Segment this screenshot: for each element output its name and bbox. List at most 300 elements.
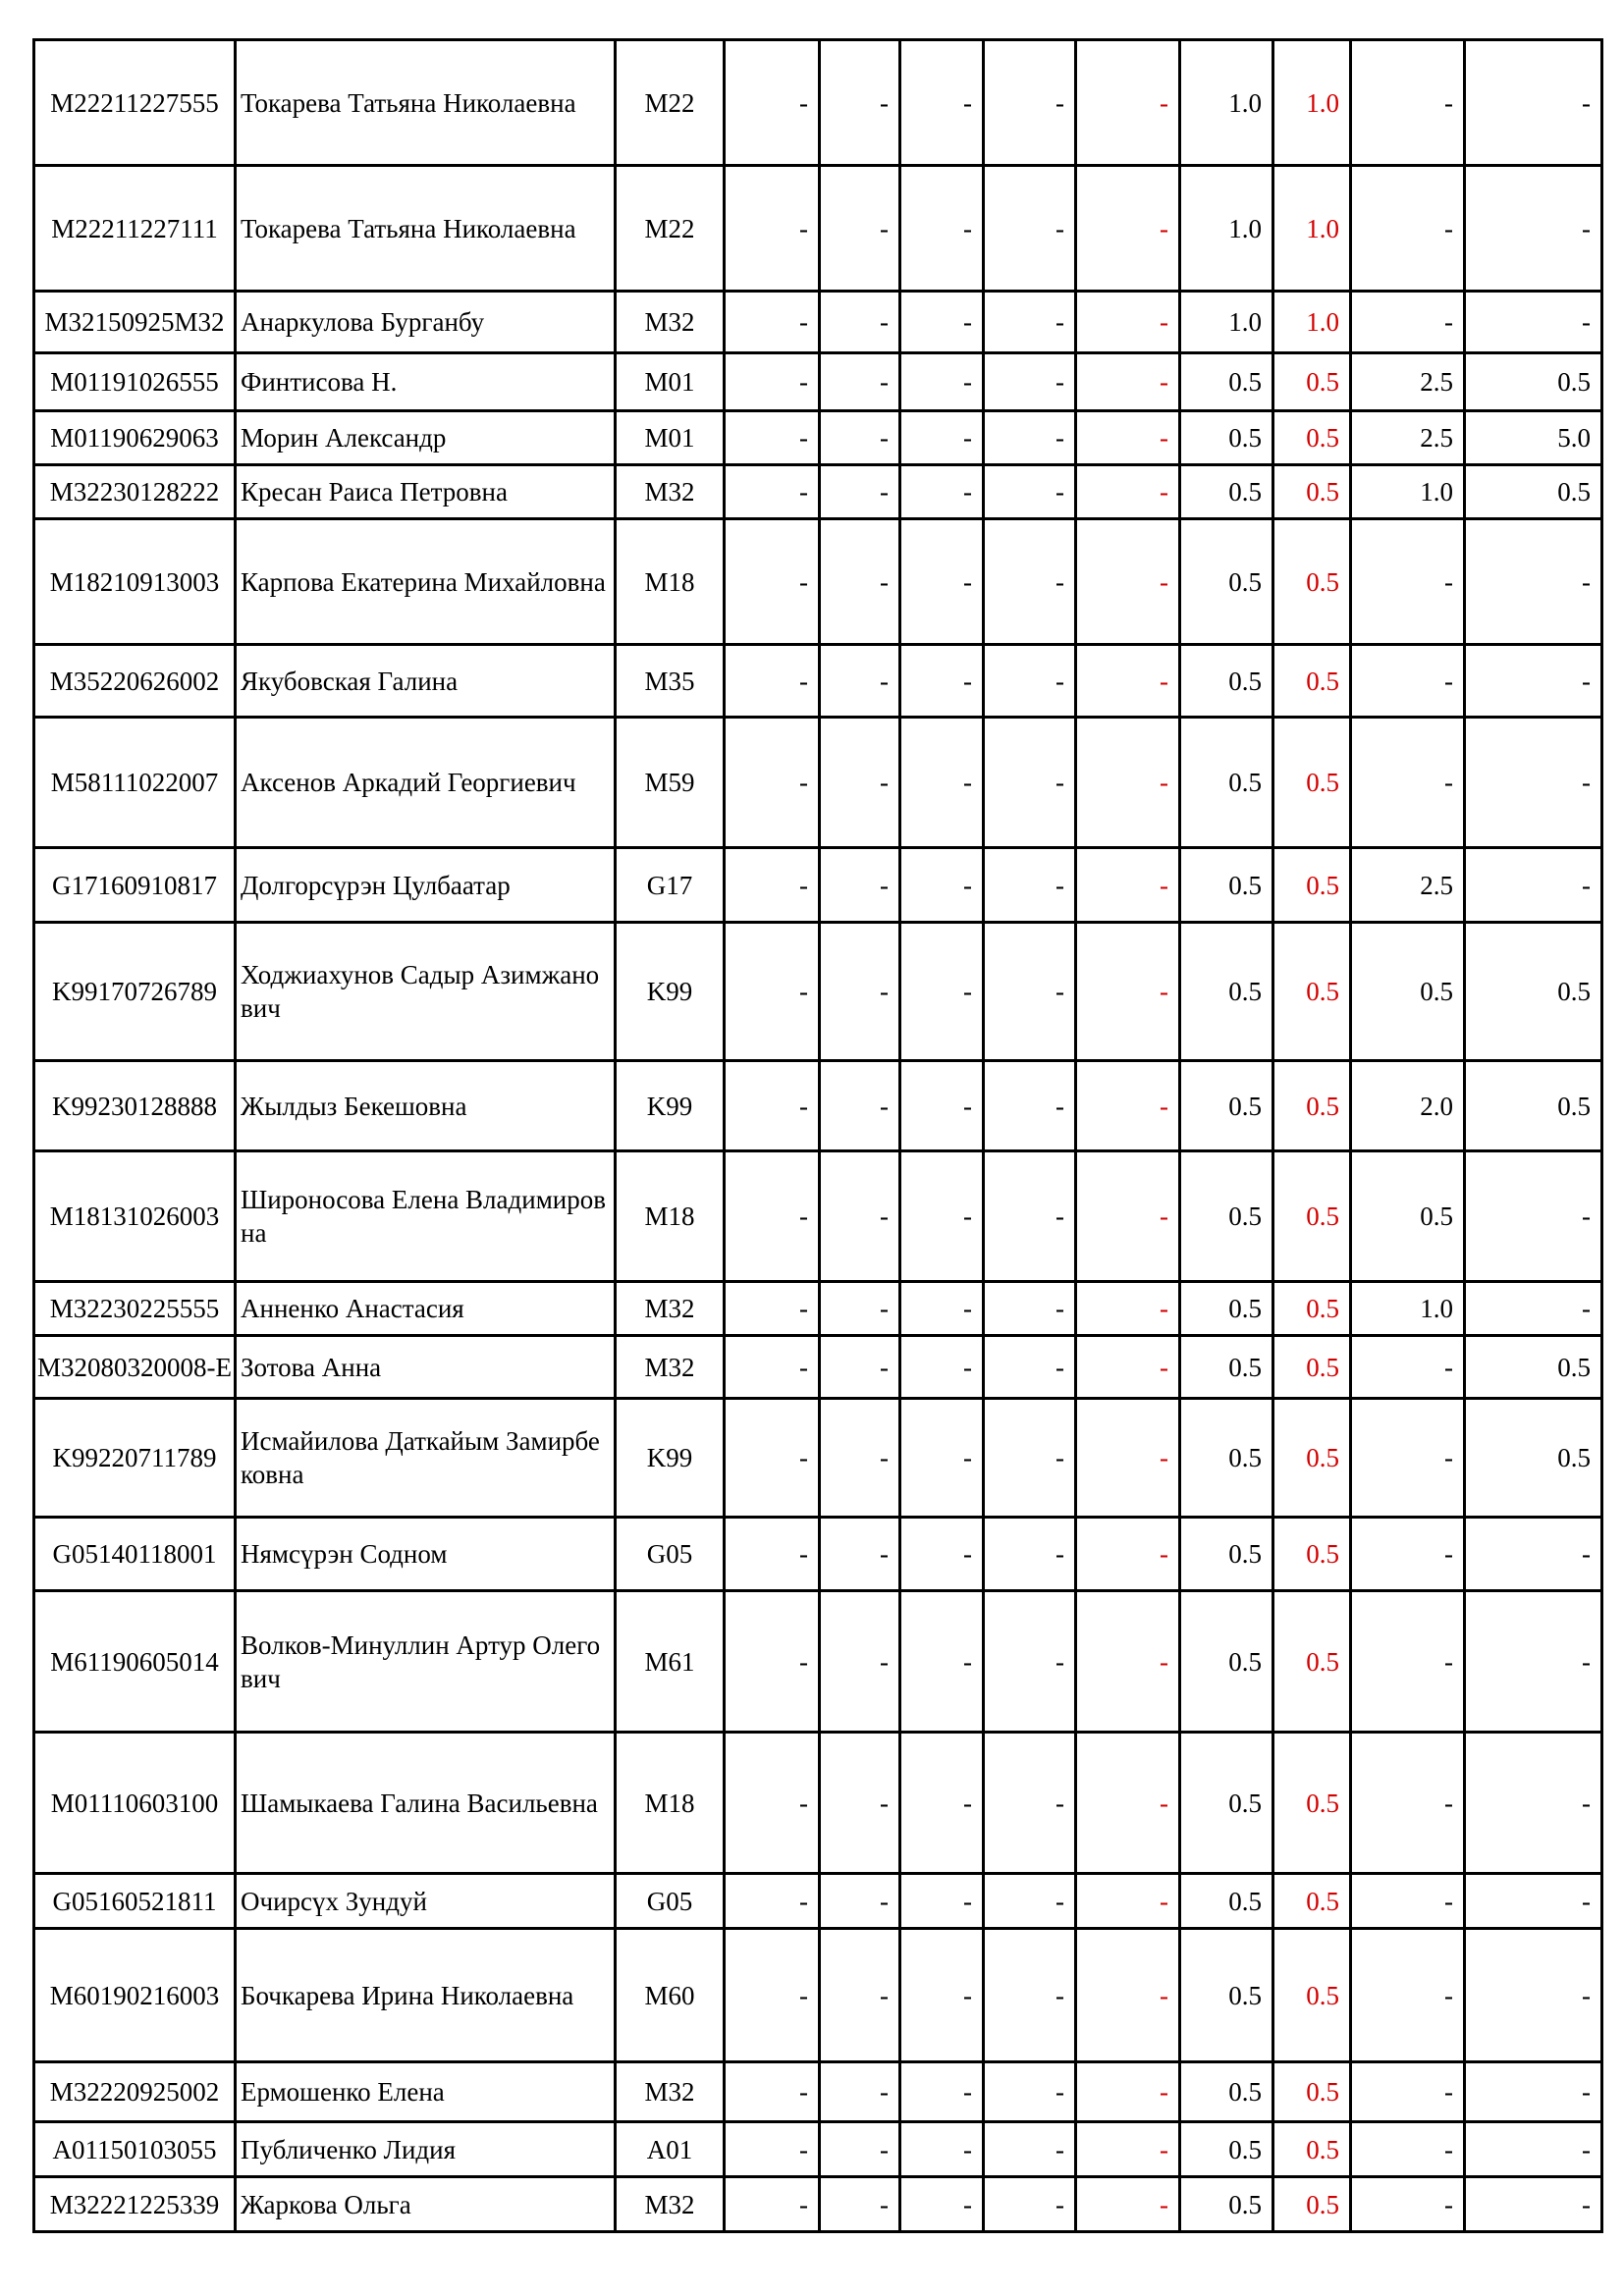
score-cell-6: 0.5 (1180, 411, 1273, 465)
participant-name-cell: Очирсүх Зундуй (236, 1874, 616, 1929)
score-cell-7: 0.5 (1273, 2062, 1351, 2122)
participant-id-cell: A01150103055 (34, 2122, 236, 2177)
participant-id-cell: M01191026555 (34, 353, 236, 411)
score-cell-5: - (1076, 166, 1180, 292)
score-cell-2: - (820, 1929, 900, 2062)
score-cell-5: - (1076, 1061, 1180, 1151)
score-cell-7: 0.5 (1273, 2177, 1351, 2232)
score-cell-4: - (984, 1399, 1076, 1518)
score-cell-8: - (1351, 2122, 1465, 2177)
score-cell-1: - (725, 1518, 820, 1591)
score-cell-5: - (1076, 2177, 1180, 2232)
participant-id-cell: M32220925002 (34, 2062, 236, 2122)
score-cell-1: - (725, 40, 820, 166)
score-cell-3: - (900, 1733, 984, 1874)
group-code-cell: M22 (616, 40, 725, 166)
table-row (34, 1874, 1602, 1929)
score-cell-4: - (984, 1929, 1076, 2062)
participant-id-cell: M32230225555 (34, 1282, 236, 1336)
score-cell-8: - (1351, 1874, 1465, 1929)
participant-name-cell: Анненко Анастасия (236, 1282, 616, 1336)
score-cell-6: 1.0 (1180, 292, 1273, 353)
participant-id-cell: M32230128222 (34, 465, 236, 519)
score-cell-8: - (1351, 166, 1465, 292)
score-cell-8: - (1351, 292, 1465, 353)
score-cell-2: - (820, 40, 900, 166)
score-cell-6: 0.5 (1180, 1733, 1273, 1874)
score-cell-3: - (900, 645, 984, 718)
score-cell-3: - (900, 1282, 984, 1336)
score-cell-2: - (820, 166, 900, 292)
score-cell-3: - (900, 353, 984, 411)
score-cell-7: 0.5 (1273, 411, 1351, 465)
score-cell-4: - (984, 2062, 1076, 2122)
score-cell-7: 0.5 (1273, 1518, 1351, 1591)
score-cell-9: - (1465, 645, 1602, 718)
score-cell-3: - (900, 411, 984, 465)
participant-name-cell: Бочкарева Ирина Николаевна (236, 1929, 616, 2062)
participant-id-cell: M18131026003 (34, 1151, 236, 1282)
score-cell-8: - (1351, 1518, 1465, 1591)
score-cell-5: - (1076, 1282, 1180, 1336)
score-cell-1: - (725, 1591, 820, 1733)
table-row (34, 645, 1602, 718)
score-cell-1: - (725, 718, 820, 848)
score-cell-9: - (1465, 1282, 1602, 1336)
score-cell-4: - (984, 718, 1076, 848)
score-cell-7: 0.5 (1273, 1929, 1351, 2062)
score-cell-7: 0.5 (1273, 2122, 1351, 2177)
score-cell-9: - (1465, 1151, 1602, 1282)
participant-name-cell: Кресан Раиса Петровна (236, 465, 616, 519)
score-cell-5: - (1076, 353, 1180, 411)
score-cell-3: - (900, 1061, 984, 1151)
score-cell-4: - (984, 1591, 1076, 1733)
table-row (34, 519, 1602, 645)
score-cell-7: 0.5 (1273, 645, 1351, 718)
results-table (32, 38, 1603, 2233)
table-row (34, 718, 1602, 848)
score-cell-1: - (725, 166, 820, 292)
score-cell-3: - (900, 2177, 984, 2232)
score-cell-7: 0.5 (1273, 1061, 1351, 1151)
score-cell-8: - (1351, 1733, 1465, 1874)
score-cell-4: - (984, 2177, 1076, 2232)
group-code-cell: M18 (616, 1151, 725, 1282)
table-row (34, 1518, 1602, 1591)
score-cell-6: 0.5 (1180, 353, 1273, 411)
score-cell-9: 0.5 (1465, 1336, 1602, 1399)
score-cell-6: 0.5 (1180, 1151, 1273, 1282)
score-cell-6: 0.5 (1180, 718, 1273, 848)
score-cell-6: 0.5 (1180, 1929, 1273, 2062)
score-cell-6: 0.5 (1180, 2062, 1273, 2122)
score-cell-9: - (1465, 166, 1602, 292)
group-code-cell: M61 (616, 1591, 725, 1733)
score-cell-1: - (725, 353, 820, 411)
participant-id-cell: K99220711789 (34, 1399, 236, 1518)
participant-id-cell: K99170726789 (34, 923, 236, 1061)
score-cell-1: - (725, 1399, 820, 1518)
score-cell-9: - (1465, 1591, 1602, 1733)
score-cell-6: 1.0 (1180, 40, 1273, 166)
score-cell-4: - (984, 1733, 1076, 1874)
score-cell-8: 2.5 (1351, 411, 1465, 465)
score-cell-8: - (1351, 2177, 1465, 2232)
score-cell-1: - (725, 848, 820, 923)
score-cell-7: 0.5 (1273, 1151, 1351, 1282)
score-cell-5: - (1076, 465, 1180, 519)
group-code-cell: G05 (616, 1518, 725, 1591)
score-cell-7: 0.5 (1273, 1591, 1351, 1733)
score-cell-2: - (820, 2062, 900, 2122)
score-cell-5: - (1076, 1518, 1180, 1591)
group-code-cell: M32 (616, 292, 725, 353)
score-cell-2: - (820, 923, 900, 1061)
score-cell-9: - (1465, 1733, 1602, 1874)
score-cell-8: - (1351, 519, 1465, 645)
score-cell-2: - (820, 1518, 900, 1591)
score-cell-8: - (1351, 1336, 1465, 1399)
score-cell-6: 0.5 (1180, 645, 1273, 718)
score-cell-5: - (1076, 1591, 1180, 1733)
score-cell-8: 0.5 (1351, 923, 1465, 1061)
score-cell-3: - (900, 1336, 984, 1399)
score-cell-6: 0.5 (1180, 1591, 1273, 1733)
score-cell-4: - (984, 2122, 1076, 2177)
score-cell-8: 1.0 (1351, 1282, 1465, 1336)
score-cell-6: 1.0 (1180, 166, 1273, 292)
score-cell-9: - (1465, 519, 1602, 645)
group-code-cell: M18 (616, 1733, 725, 1874)
score-cell-9: 0.5 (1465, 1061, 1602, 1151)
score-cell-6: 0.5 (1180, 1874, 1273, 1929)
score-cell-3: - (900, 465, 984, 519)
score-cell-5: - (1076, 411, 1180, 465)
score-cell-8: - (1351, 1399, 1465, 1518)
score-cell-3: - (900, 1399, 984, 1518)
table-body (34, 40, 1602, 2232)
score-cell-4: - (984, 519, 1076, 645)
group-code-cell: M32 (616, 1336, 725, 1399)
score-cell-3: - (900, 718, 984, 848)
score-cell-4: - (984, 1336, 1076, 1399)
score-cell-9: - (1465, 848, 1602, 923)
participant-name-cell: Токарева Татьяна Николаевна (236, 166, 616, 292)
score-cell-4: - (984, 465, 1076, 519)
score-cell-7: 1.0 (1273, 166, 1351, 292)
score-cell-8: 2.5 (1351, 848, 1465, 923)
score-cell-6: 0.5 (1180, 1061, 1273, 1151)
score-cell-8: 0.5 (1351, 1151, 1465, 1282)
group-code-cell: M32 (616, 2062, 725, 2122)
score-cell-4: - (984, 1874, 1076, 1929)
score-cell-6: 0.5 (1180, 2177, 1273, 2232)
score-cell-9: - (1465, 292, 1602, 353)
score-cell-9: - (1465, 718, 1602, 848)
score-cell-2: - (820, 519, 900, 645)
score-cell-2: - (820, 1282, 900, 1336)
score-cell-9: - (1465, 2062, 1602, 2122)
table-row (34, 1061, 1602, 1151)
score-cell-3: - (900, 848, 984, 923)
score-cell-1: - (725, 923, 820, 1061)
score-cell-1: - (725, 519, 820, 645)
group-code-cell: G17 (616, 848, 725, 923)
score-cell-6: 0.5 (1180, 519, 1273, 645)
group-code-cell: K99 (616, 1399, 725, 1518)
score-cell-2: - (820, 465, 900, 519)
participant-name-cell: Публиченко Лидия (236, 2122, 616, 2177)
score-cell-7: 1.0 (1273, 40, 1351, 166)
group-code-cell: M22 (616, 166, 725, 292)
score-cell-9: - (1465, 2122, 1602, 2177)
table-row (34, 411, 1602, 465)
score-cell-4: - (984, 645, 1076, 718)
score-cell-9: 0.5 (1465, 1399, 1602, 1518)
score-cell-4: - (984, 292, 1076, 353)
participant-name-cell: Ермошенко Елена (236, 2062, 616, 2122)
score-cell-8: - (1351, 718, 1465, 848)
score-cell-8: - (1351, 645, 1465, 718)
score-cell-3: - (900, 1591, 984, 1733)
score-cell-6: 0.5 (1180, 2122, 1273, 2177)
score-cell-2: - (820, 718, 900, 848)
group-code-cell: M18 (616, 519, 725, 645)
participant-name-cell: Жылдыз Бекешовна (236, 1061, 616, 1151)
group-code-cell: K99 (616, 923, 725, 1061)
participant-name-cell: Широносова Елена Владимировна (236, 1151, 616, 1282)
group-code-cell: A01 (616, 2122, 725, 2177)
score-cell-1: - (725, 1874, 820, 1929)
score-cell-8: - (1351, 40, 1465, 166)
participant-id-cell: M18210913003 (34, 519, 236, 645)
participant-name-cell: Ходжиахунов Садыр Азимжанович (236, 923, 616, 1061)
participant-id-cell: G05160521811 (34, 1874, 236, 1929)
score-cell-3: - (900, 292, 984, 353)
score-cell-1: - (725, 292, 820, 353)
participant-name-cell: Исмайилова Даткайым Замирбековна (236, 1399, 616, 1518)
score-cell-5: - (1076, 519, 1180, 645)
group-code-cell: M32 (616, 465, 725, 519)
score-cell-2: - (820, 1151, 900, 1282)
score-cell-2: - (820, 2122, 900, 2177)
score-cell-5: - (1076, 1399, 1180, 1518)
score-cell-1: - (725, 2122, 820, 2177)
participant-id-cell: M58111022007 (34, 718, 236, 848)
table-row (34, 1336, 1602, 1399)
table-row (34, 1399, 1602, 1518)
score-cell-7: 0.5 (1273, 1336, 1351, 1399)
score-cell-8: - (1351, 2062, 1465, 2122)
participant-name-cell: Токарева Татьяна Николаевна (236, 40, 616, 166)
score-cell-6: 0.5 (1180, 1282, 1273, 1336)
table-row (34, 292, 1602, 353)
score-cell-7: 0.5 (1273, 848, 1351, 923)
participant-id-cell: M01190629063 (34, 411, 236, 465)
group-code-cell: G05 (616, 1874, 725, 1929)
participant-name-cell: Якубовская Галина (236, 645, 616, 718)
participant-id-cell: M01110603100 (34, 1733, 236, 1874)
participant-name-cell: Волков-Минуллин Артур Олегович (236, 1591, 616, 1733)
score-cell-9: - (1465, 40, 1602, 166)
table-row (34, 848, 1602, 923)
participant-id-cell: M32080320008-E (34, 1336, 236, 1399)
score-cell-1: - (725, 411, 820, 465)
score-cell-6: 0.5 (1180, 465, 1273, 519)
score-cell-3: - (900, 166, 984, 292)
score-cell-5: - (1076, 1929, 1180, 2062)
score-cell-7: 0.5 (1273, 1399, 1351, 1518)
participant-id-cell: G05140118001 (34, 1518, 236, 1591)
score-cell-5: - (1076, 645, 1180, 718)
score-cell-3: - (900, 2122, 984, 2177)
score-cell-1: - (725, 1929, 820, 2062)
score-cell-2: - (820, 292, 900, 353)
table-row (34, 2122, 1602, 2177)
score-cell-3: - (900, 519, 984, 645)
score-cell-7: 0.5 (1273, 718, 1351, 848)
participant-id-cell: M22211227111 (34, 166, 236, 292)
score-cell-6: 0.5 (1180, 848, 1273, 923)
participant-name-cell: Зотова Анна (236, 1336, 616, 1399)
score-cell-5: - (1076, 2122, 1180, 2177)
score-cell-6: 0.5 (1180, 923, 1273, 1061)
participant-id-cell: M22211227555 (34, 40, 236, 166)
participant-name-cell: Нямсүрэн Содном (236, 1518, 616, 1591)
participant-name-cell: Морин Александр (236, 411, 616, 465)
score-cell-9: 0.5 (1465, 353, 1602, 411)
table-row (34, 1733, 1602, 1874)
table-row (34, 166, 1602, 292)
participant-id-cell: K99230128888 (34, 1061, 236, 1151)
score-cell-2: - (820, 848, 900, 923)
participant-name-cell: Жаркова Ольга (236, 2177, 616, 2232)
score-cell-7: 0.5 (1273, 1733, 1351, 1874)
score-cell-4: - (984, 166, 1076, 292)
score-cell-4: - (984, 411, 1076, 465)
score-cell-2: - (820, 1061, 900, 1151)
score-cell-2: - (820, 645, 900, 718)
score-cell-1: - (725, 2177, 820, 2232)
score-cell-9: - (1465, 1929, 1602, 2062)
table-row (34, 465, 1602, 519)
group-code-cell: M01 (616, 411, 725, 465)
score-cell-2: - (820, 353, 900, 411)
score-cell-6: 0.5 (1180, 1518, 1273, 1591)
participant-name-cell: Анаркулова Бурганбу (236, 292, 616, 353)
table-row (34, 1591, 1602, 1733)
score-cell-3: - (900, 923, 984, 1061)
score-cell-1: - (725, 465, 820, 519)
score-cell-7: 0.5 (1273, 1282, 1351, 1336)
group-code-cell: M59 (616, 718, 725, 848)
score-cell-7: 0.5 (1273, 519, 1351, 645)
score-cell-7: 0.5 (1273, 353, 1351, 411)
score-cell-2: - (820, 2177, 900, 2232)
score-cell-8: 2.5 (1351, 353, 1465, 411)
table-row (34, 923, 1602, 1061)
score-cell-3: - (900, 1874, 984, 1929)
table-row (34, 40, 1602, 166)
score-cell-9: 0.5 (1465, 923, 1602, 1061)
participant-id-cell: M35220626002 (34, 645, 236, 718)
score-cell-5: - (1076, 1151, 1180, 1282)
score-cell-2: - (820, 1336, 900, 1399)
participant-name-cell: Финтисова Н. (236, 353, 616, 411)
score-cell-2: - (820, 1733, 900, 1874)
score-cell-7: 0.5 (1273, 1874, 1351, 1929)
participant-name-cell: Долгорсүрэн Цулбаатар (236, 848, 616, 923)
score-cell-6: 0.5 (1180, 1336, 1273, 1399)
score-cell-2: - (820, 1874, 900, 1929)
group-code-cell: M32 (616, 1282, 725, 1336)
score-cell-8: - (1351, 1591, 1465, 1733)
score-cell-6: 0.5 (1180, 1399, 1273, 1518)
score-cell-3: - (900, 1929, 984, 2062)
score-cell-4: - (984, 848, 1076, 923)
score-cell-4: - (984, 1518, 1076, 1591)
score-cell-7: 0.5 (1273, 465, 1351, 519)
group-code-cell: M60 (616, 1929, 725, 2062)
score-cell-5: - (1076, 40, 1180, 166)
score-cell-4: - (984, 1061, 1076, 1151)
score-cell-1: - (725, 1282, 820, 1336)
group-code-cell: M35 (616, 645, 725, 718)
score-cell-8: 1.0 (1351, 465, 1465, 519)
group-code-cell: M32 (616, 2177, 725, 2232)
score-cell-9: - (1465, 1518, 1602, 1591)
score-cell-8: 2.0 (1351, 1061, 1465, 1151)
group-code-cell: K99 (616, 1061, 725, 1151)
score-cell-8: - (1351, 1929, 1465, 2062)
participant-name-cell: Аксенов Аркадий Георгиевич (236, 718, 616, 848)
score-cell-5: - (1076, 1874, 1180, 1929)
participant-id-cell: M61190605014 (34, 1591, 236, 1733)
score-cell-5: - (1076, 292, 1180, 353)
table-row (34, 1929, 1602, 2062)
participant-id-cell: M32221225339 (34, 2177, 236, 2232)
table-row (34, 1282, 1602, 1336)
score-cell-5: - (1076, 2062, 1180, 2122)
score-cell-2: - (820, 411, 900, 465)
group-code-cell: M01 (616, 353, 725, 411)
score-cell-9: 0.5 (1465, 465, 1602, 519)
participant-id-cell: M32150925M32 (34, 292, 236, 353)
score-cell-3: - (900, 2062, 984, 2122)
participant-id-cell: M60190216003 (34, 1929, 236, 2062)
score-cell-3: - (900, 40, 984, 166)
score-cell-4: - (984, 353, 1076, 411)
score-cell-5: - (1076, 718, 1180, 848)
score-cell-9: 5.0 (1465, 411, 1602, 465)
participant-name-cell: Карпова Екатерина Михайловна (236, 519, 616, 645)
score-cell-5: - (1076, 848, 1180, 923)
score-cell-4: - (984, 1282, 1076, 1336)
score-cell-5: - (1076, 923, 1180, 1061)
score-cell-5: - (1076, 1733, 1180, 1874)
participant-id-cell: G17160910817 (34, 848, 236, 923)
participant-name-cell: Шамыкаева Галина Васильевна (236, 1733, 616, 1874)
score-cell-7: 0.5 (1273, 923, 1351, 1061)
score-cell-2: - (820, 1591, 900, 1733)
score-cell-9: - (1465, 1874, 1602, 1929)
score-cell-2: - (820, 1399, 900, 1518)
table-row (34, 2062, 1602, 2122)
table-row (34, 2177, 1602, 2232)
score-cell-4: - (984, 1151, 1076, 1282)
score-cell-4: - (984, 923, 1076, 1061)
